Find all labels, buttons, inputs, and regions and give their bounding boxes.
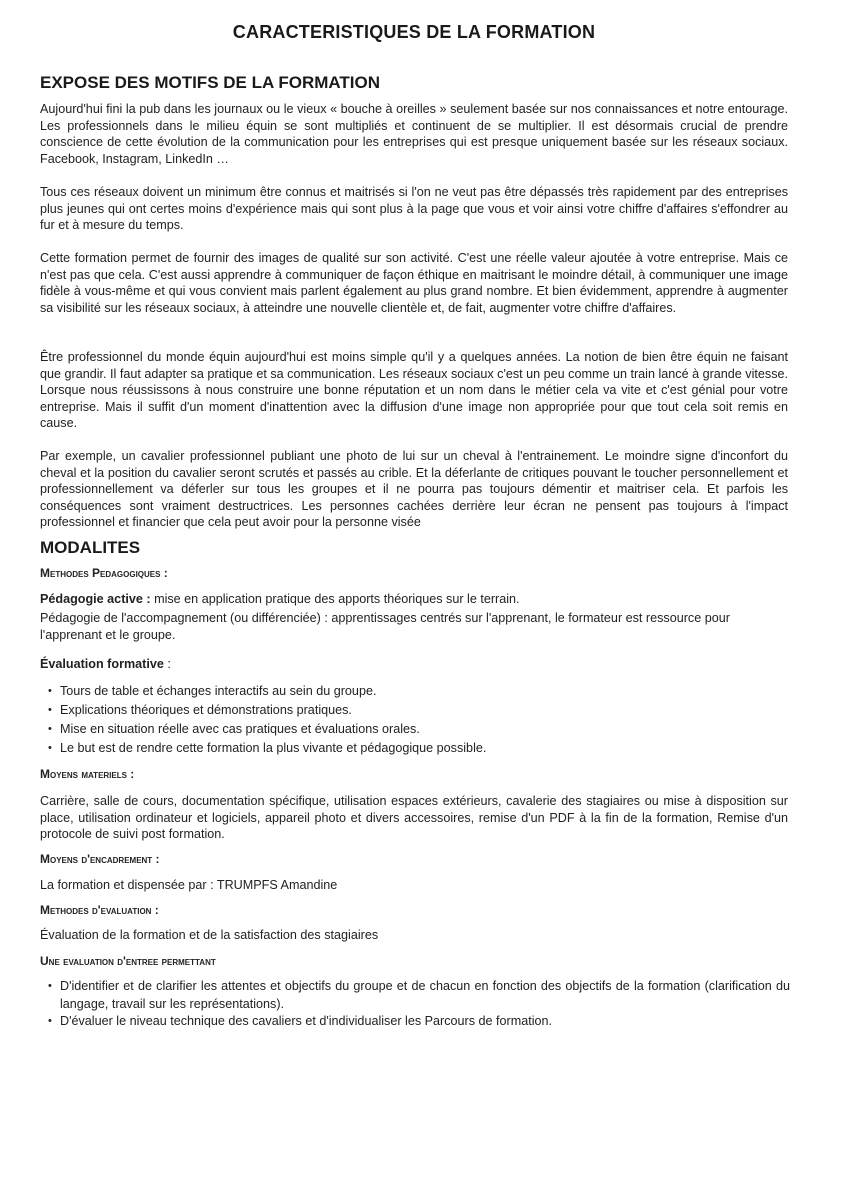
pedagogie-accompagnement: Pédagogie de l'accompagnement (ou différenciée) : apprentissages centrés sur l'apprenant, le formateur est ressource pour l'apprenant et le groupe.	[40, 611, 730, 642]
list-item: • Mise en situation réelle avec cas pratiques et évaluations orales.	[48, 720, 790, 739]
section-heading-motifs: EXPOSE DES MOTIFS DE LA FORMATION	[40, 73, 381, 92]
evaluation-formative-label: Évaluation formative	[40, 657, 164, 671]
list-item: • Tours de table et échanges interactifs au sein du groupe.	[48, 682, 790, 701]
evaluation-formative-line	[40, 656, 800, 673]
evaluation-formative-list	[48, 682, 790, 758]
pedagogie-active-text: mise en application pratique des apports théoriques sur le terrain.	[150, 592, 520, 606]
paragraph-2: Tous ces réseaux doivent un minimum être connus et maitrisés si l'on ne veut pas être dépassés très rapidement par des entreprises plus jeunes qui ont certes moins d'expérience mais qui sont plus à la page que vous et voir ainsi votre chiffre d'affaires s'effondrer au fur et à mesure du temps.	[40, 185, 788, 233]
list-item: • Explications théoriques et démonstrations pratiques.	[48, 701, 790, 720]
evaluation-formative-colon: :	[163, 657, 171, 671]
paragraph-4: Être professionnel du monde équin aujourd'hui est moins simple qu'il y a quelques années. La notion de bien être équin ne faisant que grandir. Il faut adapter sa pratique et sa communication. Les réseaux sociaux c'est un peu comme un train lancé à grande vitesse. Lorsque nous réussissons à nous construire une bonne réputation et un nom dans le métier cela va vite et c'est génial pour votre entreprise. Mais il suffit d'un moment d'inattention avec la diffusion d'une image non appropriée pour que tout cela soit remis en cause.	[40, 350, 788, 431]
list-item: • D'évaluer le niveau technique des cavaliers et d'individualiser les Parcours de formation.	[48, 1013, 790, 1031]
subheading-moyens-encadrement: Moyens d'encadrement :	[40, 852, 160, 866]
subheading-evaluation-entree: Une evaluation d'entree permettant	[40, 954, 216, 968]
list-item: • D'identifier et de clarifier les attentes et objectifs du groupe et de chacun en fonction des objectifs de la formation (clarification du langage, travail sur les représentations).	[48, 978, 790, 1013]
paragraph-1: Aujourd'hui fini la pub dans les journaux ou le vieux « bouche à oreilles » seulement basée sur nos connaissances et notre entourage. Les professionnels dans le milieu équin se sont multipliés et continuent de se multiplier. Il est désormais crucial de prendre conscience de cette évolution de la communication pour les entreprises qui est presque uniquement basée sur les réseaux sociaux. Facebook, Instagram, LinkedIn …	[40, 102, 788, 166]
paragraph-5: Par exemple, un cavalier professionnel publiant une photo de lui sur un cheval à l'entrainement. Le moindre signe d'inconfort du cheval et la position du cavalier seront scrutés et passés au crible. Et la déferlante de critiques pouvant le toucher personnellement et professionnellement va déferler sur tous les groupes et il ne pourra pas toujours démentir et maitriser cela. Et parfois les conséquences sont vraiment destructrices. Les personnes cachées derrière leur écran ne pensent pas toujours à l'impact professionnel et financier que cela peut avoir pour la personne visée	[40, 449, 788, 530]
document-title: CARACTERISTIQUES DE LA FORMATION	[232, 22, 596, 42]
subheading-methodes-pedagogiques: Methodes Pedagogiques :	[40, 566, 168, 580]
subheading-moyens-materiels: Moyens materiels :	[40, 767, 135, 781]
paragraph-3: Cette formation permet de fournir des images de qualité sur son activité. C'est une réelle valeur ajoutée à votre entreprise. Mais ce n'est pas que cela. C'est aussi apprendre à communiquer de façon éthique en maitrisant le moindre détail, à communiquer une image fidèle à vous-même et qui vous convient mais parlent également au plus grand nombre. Et bien évidemment, apprendre à augmenter sa visibilité sur les réseaux sociaux, à atteindre une nouvelle clientèle et, de fait, augmenter votre chiffre d'affaires.	[40, 251, 788, 315]
section-heading-modalites: MODALITES	[40, 538, 141, 557]
subheading-methodes-evaluation: Methodes d'evaluation :	[40, 903, 159, 917]
moyens-encadrement-text: La formation et dispensée par : TRUMPFS Amandine	[40, 878, 338, 892]
evaluation-entree-list	[48, 978, 790, 1031]
methodes-evaluation-text: Évaluation de la formation et de la satisfaction des stagiaires	[40, 928, 379, 942]
pedagogie-active-label: Pédagogie active :	[40, 592, 151, 606]
list-item: • Le but est de rendre cette formation la plus vivante et pédagogique possible.	[48, 739, 790, 758]
pedagogie-active-line	[40, 591, 800, 608]
moyens-materiels-text: Carrière, salle de cours, documentation spécifique, utilisation espaces extérieurs, cavalerie des stagiaires ou mise à disposition sur place, utilisation ordinateur et logiciels, appareil photo et divers accessoires, remise d'un PDF à la fin de la formation, Remise d'un protocole de suivi post formation.	[40, 794, 788, 842]
